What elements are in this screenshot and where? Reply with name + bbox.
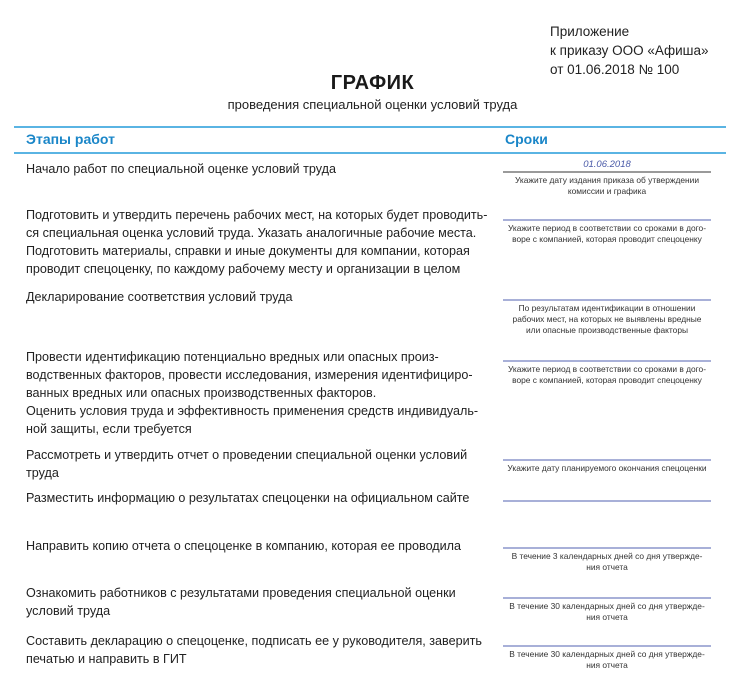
term-hint-line: Укажите дату планируемого окончания спецоценки bbox=[507, 462, 707, 473]
stage-line: Ознакомить работников с результатами проведения специальной оценки bbox=[26, 586, 456, 600]
term-underline bbox=[503, 459, 711, 461]
term-field[interactable] bbox=[503, 207, 711, 245]
header-bottom-divider bbox=[14, 152, 726, 154]
term-field[interactable] bbox=[503, 633, 711, 671]
stage-text bbox=[26, 537, 494, 555]
stage-text bbox=[26, 348, 494, 438]
term-field[interactable] bbox=[503, 535, 711, 573]
stage-line: ной защиты, если требуется bbox=[26, 422, 192, 436]
term-hint-line: ния отчета bbox=[586, 611, 628, 622]
term-hint-line: рабочих мест, на которых не выявлены вредные bbox=[512, 313, 702, 324]
term-value[interactable] bbox=[503, 585, 711, 597]
term-value[interactable] bbox=[503, 488, 711, 500]
term-value[interactable] bbox=[503, 633, 711, 645]
column-header-stages: Этапы работ bbox=[26, 131, 115, 147]
term-hint-line: воре с компанией, которая проводит спецоценку bbox=[512, 374, 702, 385]
stage-line: ванных вредных или опасных производственных факторов. bbox=[26, 386, 377, 400]
stage-line: Начало работ по специальной оценке условий труда bbox=[26, 162, 336, 176]
appendix-line-2: к приказу ООО «Афиша» bbox=[550, 43, 709, 58]
term-underline bbox=[503, 500, 711, 502]
stage-line: Оценить условия труда и эффективность применения средств индивидуаль- bbox=[26, 404, 479, 418]
term-underline bbox=[503, 645, 711, 647]
stage-text bbox=[26, 206, 494, 278]
term-hint-line: По результатам идентификации в отношении bbox=[518, 302, 696, 313]
stage-line: условий труда bbox=[26, 604, 111, 618]
stage-line: Составить декларацию о спецоценке, подписать ее у руководителя, заверить bbox=[26, 634, 482, 648]
stage-text bbox=[26, 584, 494, 620]
appendix-line-1: Приложение bbox=[550, 24, 630, 39]
term-value[interactable] bbox=[503, 207, 711, 219]
column-header-terms: Сроки bbox=[505, 131, 548, 147]
stage-line: Разместить информацию о результатах спецоценки на официальном сайте bbox=[26, 491, 470, 505]
term-hint-line: ния отчета bbox=[586, 561, 628, 572]
term-value[interactable] bbox=[503, 348, 711, 360]
stage-line: Направить копию отчета о спецоценке в компанию, которая ее проводила bbox=[26, 539, 462, 553]
appendix-line-3: от 01.06.2018 № 100 bbox=[550, 62, 680, 77]
term-field[interactable] bbox=[503, 488, 711, 502]
term-hint-line: В течение 30 календарных дней со дня утвержде- bbox=[509, 600, 705, 611]
stage-line: Провести идентификацию потенциально вредных или опасных произ- bbox=[26, 350, 439, 364]
stage-line: Подготовить материалы, справки и иные документы для компании, которая bbox=[26, 244, 470, 258]
stage-line: водственных факторов, провести исследования, измерения идентифициро- bbox=[26, 368, 473, 382]
document-title: ГРАФИК bbox=[330, 72, 415, 94]
term-underline bbox=[503, 547, 711, 549]
stage-text bbox=[26, 288, 494, 306]
term-underline bbox=[503, 360, 711, 362]
stage-line: Подготовить и утвердить перечень рабочих мест, на которых будет проводить- bbox=[26, 208, 488, 222]
term-underline bbox=[503, 219, 711, 221]
term-field[interactable] bbox=[503, 287, 711, 336]
stage-line: Рассмотреть и утвердить отчет о проведении специальной оценки условий bbox=[26, 448, 468, 462]
stage-line: труда bbox=[26, 466, 59, 480]
term-underline bbox=[503, 171, 711, 173]
term-hint-line: воре с компанией, которая проводит спецоценку bbox=[512, 233, 702, 244]
term-hint bbox=[503, 551, 711, 573]
stage-text bbox=[26, 446, 494, 482]
term-field[interactable] bbox=[503, 159, 711, 197]
stage-line: печатью и направить в ГИТ bbox=[26, 652, 187, 666]
term-hint-line: Укажите период в соответствии со сроками в дого- bbox=[507, 363, 706, 374]
term-hint bbox=[503, 649, 711, 671]
term-hint bbox=[503, 601, 711, 623]
term-hint bbox=[503, 175, 711, 197]
term-underline bbox=[503, 299, 711, 301]
term-hint bbox=[503, 364, 711, 386]
term-value[interactable]: 01.06.2018 bbox=[583, 159, 631, 170]
stage-text bbox=[26, 632, 494, 668]
term-value[interactable] bbox=[503, 287, 711, 299]
term-field[interactable] bbox=[503, 447, 711, 474]
term-hint bbox=[503, 223, 711, 245]
term-hint-line: ния отчета bbox=[586, 659, 628, 670]
document-subtitle: проведения специальной оценки условий труда bbox=[227, 97, 518, 112]
stage-line: Декларирование соответствия условий труда bbox=[26, 290, 293, 304]
appendix-block bbox=[550, 22, 709, 79]
term-value[interactable] bbox=[503, 447, 711, 459]
header-top-divider bbox=[14, 126, 726, 128]
term-underline bbox=[503, 597, 711, 599]
term-hint-line: В течение 30 календарных дней со дня утвержде- bbox=[509, 648, 705, 659]
term-value[interactable] bbox=[503, 535, 711, 547]
stage-text bbox=[26, 160, 494, 178]
term-field[interactable] bbox=[503, 348, 711, 386]
stage-line: ся специальная оценка условий труда. Указать аналогичные рабочие места. bbox=[26, 226, 477, 240]
term-hint bbox=[503, 303, 711, 336]
stage-text bbox=[26, 489, 494, 507]
term-hint-line: В течение 3 календарных дней со дня утвержде- bbox=[511, 550, 703, 561]
stage-line: проводит спецоценку, по каждому рабочему месту и организации в целом bbox=[26, 262, 461, 276]
term-hint bbox=[503, 463, 711, 474]
term-hint-line: Укажите дату издания приказа об утверждении bbox=[514, 174, 700, 185]
term-field[interactable] bbox=[503, 585, 711, 623]
term-hint-line: Укажите период в соответствии со сроками в дого- bbox=[507, 222, 706, 233]
term-hint-line: комиссии и графика bbox=[567, 185, 647, 196]
term-hint-line: или опасные производственные факторы bbox=[526, 324, 688, 335]
